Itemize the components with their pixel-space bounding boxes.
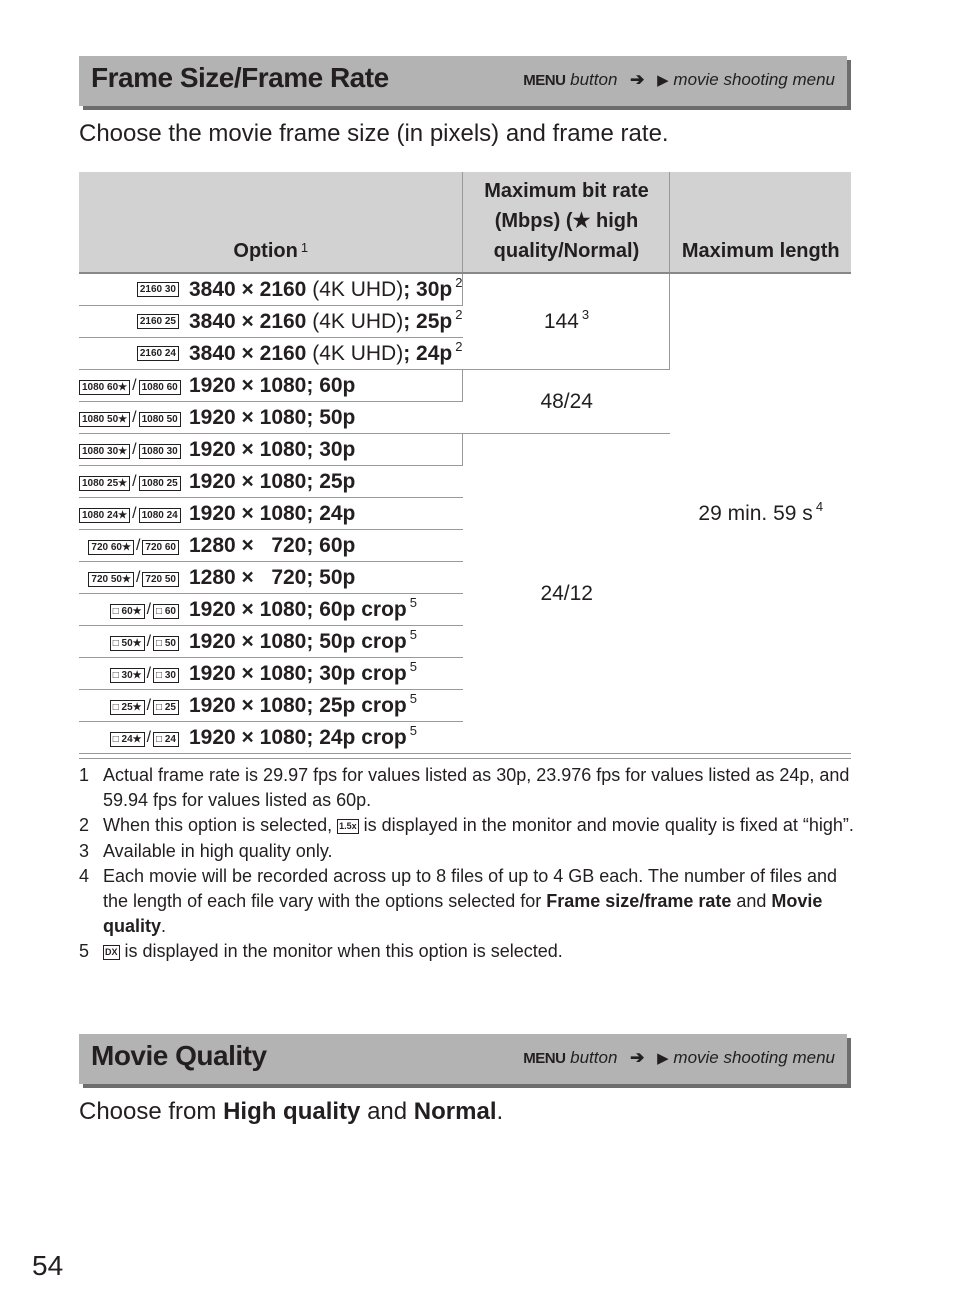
button-word: button — [570, 1048, 618, 1067]
section-intro: Choose from High quality and Normal. — [79, 1098, 504, 1125]
col-header-length: Maximum length — [670, 172, 851, 273]
frame-size-icon: 1080 50★ / 1080 50 — [79, 409, 189, 427]
option-label: 1920 × 1080; 30p — [189, 437, 356, 461]
footnotes — [79, 763, 854, 965]
option-cell — [79, 306, 463, 338]
option-label: 1920 × 1080; 25p — [189, 469, 356, 493]
section-header-frame-size — [79, 56, 847, 106]
option-label: 1920 × 1080; 24p — [189, 501, 356, 525]
option-label: 1920 × 1080; 50p crop $^5$ — [189, 627, 417, 653]
table-bottom-rule — [79, 758, 851, 759]
option-cell — [79, 658, 463, 690]
dx-crop-icon: DX — [103, 945, 120, 960]
option-cell — [79, 626, 463, 658]
option-cell — [79, 690, 463, 722]
frame-size-icon: 720 60★ / 720 60 — [79, 537, 189, 555]
col-header-option: Option $^1$ — [79, 172, 463, 273]
section-title: Frame Size/Frame Rate — [91, 62, 389, 93]
option-label: 1280 × 720; 50p — [189, 565, 356, 589]
footnote: 5 DX is displayed in the monitor when this option is selected. — [79, 941, 563, 962]
option-label: 3840 × 2160 (4K UHD); 30p $^2$ — [189, 275, 463, 301]
menu-name: movie shooting menu — [673, 70, 835, 89]
bitrate-cell: 48/24 — [463, 370, 670, 434]
movie-camera-icon: ▶ — [657, 72, 669, 89]
footnote: 2 When this option is selected, 1.5x is displayed in the monitor and movie quality is fixed at “high”. — [79, 815, 854, 836]
frame-size-icon: 1080 60★ / 1080 60 — [79, 377, 189, 395]
option-cell — [79, 498, 463, 530]
menu-button-label: MENU — [523, 72, 566, 89]
option-label: 1920 × 1080; 30p crop $^5$ — [189, 659, 417, 685]
footnote: 1 Actual frame rate is 29.97 fps for values listed as 30p, 23.976 fps for values listed as 24p, and 59.94 fps for values listed as 60p. — [79, 765, 850, 811]
option-cell — [79, 594, 463, 626]
section-header-movie-quality — [79, 1034, 847, 1084]
option-label: 1280 × 720; 60p — [189, 533, 356, 557]
frame-size-icon: □ 25★ / □ 25 — [79, 697, 189, 715]
option-cell — [79, 466, 463, 498]
option-label: 3840 × 2160 (4K UHD); 24p $^2$ — [189, 339, 463, 365]
option-label: 1920 × 1080; 25p crop $^5$ — [189, 691, 417, 717]
section-intro: Choose the movie frame size (in pixels) and frame rate. — [79, 120, 669, 147]
arrow-right-icon: ➔ — [630, 1048, 645, 1067]
max-length-cell: 29 min. 59 s $^4$ — [670, 273, 851, 754]
option-cell — [79, 402, 463, 434]
option-label: 1920 × 1080; 60p crop $^5$ — [189, 595, 417, 621]
option-cell — [79, 338, 463, 370]
arrow-right-icon: ➔ — [630, 70, 645, 89]
menu-button-label: MENU — [523, 1050, 566, 1067]
frame-size-icon: 2160 24 — [79, 346, 189, 361]
bitrate-cell: 144 $^3$ — [463, 273, 670, 370]
option-cell — [79, 722, 463, 754]
frame-size-icon: 1080 30★ / 1080 30 — [79, 441, 189, 459]
option-cell — [79, 273, 463, 306]
option-cell — [79, 562, 463, 594]
option-cell — [79, 434, 463, 466]
option-label: 3840 × 2160 (4K UHD); 25p $^2$ — [189, 307, 463, 333]
option-label: 1920 × 1080; 24p crop $^5$ — [189, 723, 417, 749]
crop-1.5x-icon: 1.5x — [337, 819, 359, 834]
col-header-bitrate: Maximum bit rate (Mbps) (★ high quality/Normal) — [463, 172, 670, 273]
section-title: Movie Quality — [91, 1040, 267, 1071]
movie-camera-icon: ▶ — [657, 1050, 669, 1067]
frame-size-icon: □ 24★ / □ 24 — [79, 729, 189, 747]
menu-name: movie shooting menu — [673, 1048, 835, 1067]
frame-size-icon: □ 60★ / □ 60 — [79, 601, 189, 619]
footnote: 4 Each movie will be recorded across up to 8 files of up to 4 GB each. The number of files and the length of each file vary with the options selected for Frame size/frame rate and Movie quality. — [79, 865, 838, 937]
option-cell — [79, 370, 463, 402]
option-label: 1920 × 1080; 60p — [189, 373, 356, 397]
page-number: 54 — [32, 1250, 64, 1281]
menu-path — [523, 70, 835, 90]
bitrate-cell: 24/12 — [463, 434, 670, 754]
button-word: button — [570, 70, 618, 89]
table-row — [79, 273, 851, 306]
frame-size-icon: 2160 25 — [79, 314, 189, 329]
option-label: 1920 × 1080; 50p — [189, 405, 356, 429]
footnote: 3 Available in high quality only. — [79, 840, 333, 861]
frame-size-icon: 720 50★ / 720 50 — [79, 569, 189, 587]
frame-size-icon: □ 30★ / □ 30 — [79, 665, 189, 683]
menu-path — [523, 1048, 835, 1068]
frame-size-icon: 1080 25★ / 1080 25 — [79, 473, 189, 491]
frame-size-icon: 1080 24★ / 1080 24 — [79, 505, 189, 523]
frame-size-icon: □ 50★ / □ 50 — [79, 633, 189, 651]
option-cell — [79, 530, 463, 562]
frame-rate-table — [79, 172, 851, 754]
frame-size-icon: 2160 30 — [79, 282, 189, 297]
